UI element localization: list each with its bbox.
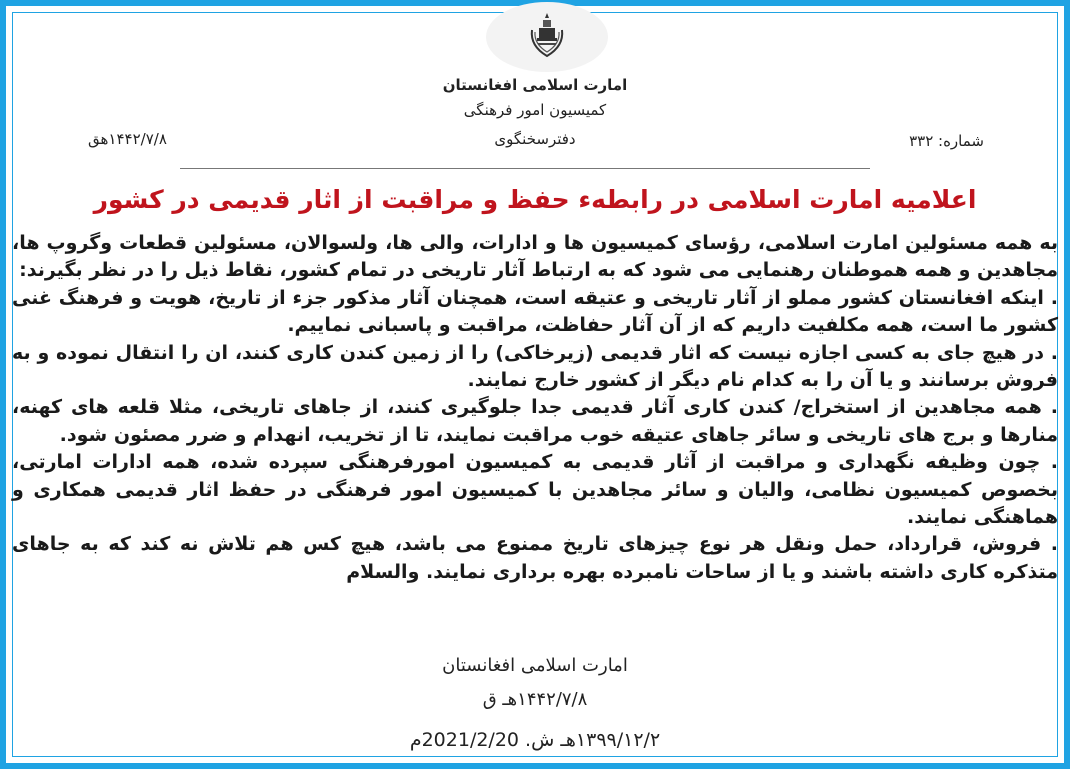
paragraph-intro: به همه مسئولین امارت اسلامی، رؤسای کمیسیون ها و ادارات، والی ها، ولسوالان، مسئولین قطعات وگروپ ها، مجاهدین و همه هموطنان رهنمایی می شود که به ارتباط آثار تاریخی در تمام کشور، نقاط ذیل را در نظر بگیرند: bbox=[12, 232, 1058, 282]
paragraph-point-3: . همه مجاهدین از استخراج/ کندن کاری آثار قدیمی جدا جلوگیری کنند، از جاهای تاریخی، مثلا قلعه های کهنه، منارها و برج های تاریخی و سائر جاهای عتیقه خوب مراقبت نمایند، تا از تخریب، انهدام و ضرر مصئون شود. bbox=[12, 396, 1058, 446]
paragraph-point-1: . اینکه افغانستان کشور مملو از آثار تاریخی و عتیقه است، همچنان آثار مذکور جزء از تاریخ، هویت و فرهنگ غنی کشور ما است، همه مکلفیت داریم که از آن آثار حفاظت، مراقبت و پاسبانی نماییم. bbox=[12, 286, 1058, 337]
signature-dates-line: ۱۳۹۹/۱۲/۲هـ ش. 2021/2/20م bbox=[409, 729, 661, 751]
emblem-icon bbox=[486, 2, 608, 72]
header-divider bbox=[180, 168, 870, 169]
signature-hijri-date: ۱۴۴۲/۷/۸هـ ق bbox=[482, 689, 588, 710]
document-body bbox=[12, 230, 1058, 586]
header-organization: امارت اسلامی افغانستان bbox=[442, 76, 628, 94]
paragraph-point-5: . فروش، قرارداد، حمل ونقل هر نوع چیزهای تاریخ ممنوع می باشد، هیچ کس هم تلاش نه کند که به جاهای متذکره کاری داشته باشند و یا از ساحات نامبرده بهره برداری نمایند. والسلام bbox=[12, 533, 1058, 583]
header-commission: کمیسیون امور فرهنگی bbox=[463, 101, 607, 119]
signature-organization: امارت اسلامی افغانستان bbox=[442, 655, 628, 676]
document-date: ۱۴۴۲/۷/۸هق bbox=[88, 130, 167, 148]
paragraph-point-2: . در هیچ جای به کسی اجازه نیست که اثار قدیمی (زیرخاکی) را از زمین کندن کاری کنند، ان را انتقال نموده و به فروش برسانند و یا آن را به کدام نام دیگر از کشور خارج نمایند. bbox=[12, 341, 1058, 392]
header-office: دفترسخنگوی bbox=[494, 130, 576, 148]
document-title: اعلامیه امارت اسلامی در رابطهء حفظ و مراقبت از اثار قدیمی در کشور bbox=[93, 185, 977, 214]
document-number: شماره: ۳۳۲ bbox=[909, 132, 984, 150]
paragraph-point-4: . چون وظیفه نگهداری و مراقبت از آثار قدیمی به کمیسیون امورفرهنگی سپرده شده، همه ادارات امارتی، بخصوص کمیسیون نظامی، والیان و سائر مجاهدین با کمیسیون امور فرهنگی در حفظ اثار قدیمی همکاری و هماهنگی نمایند. bbox=[12, 451, 1058, 529]
